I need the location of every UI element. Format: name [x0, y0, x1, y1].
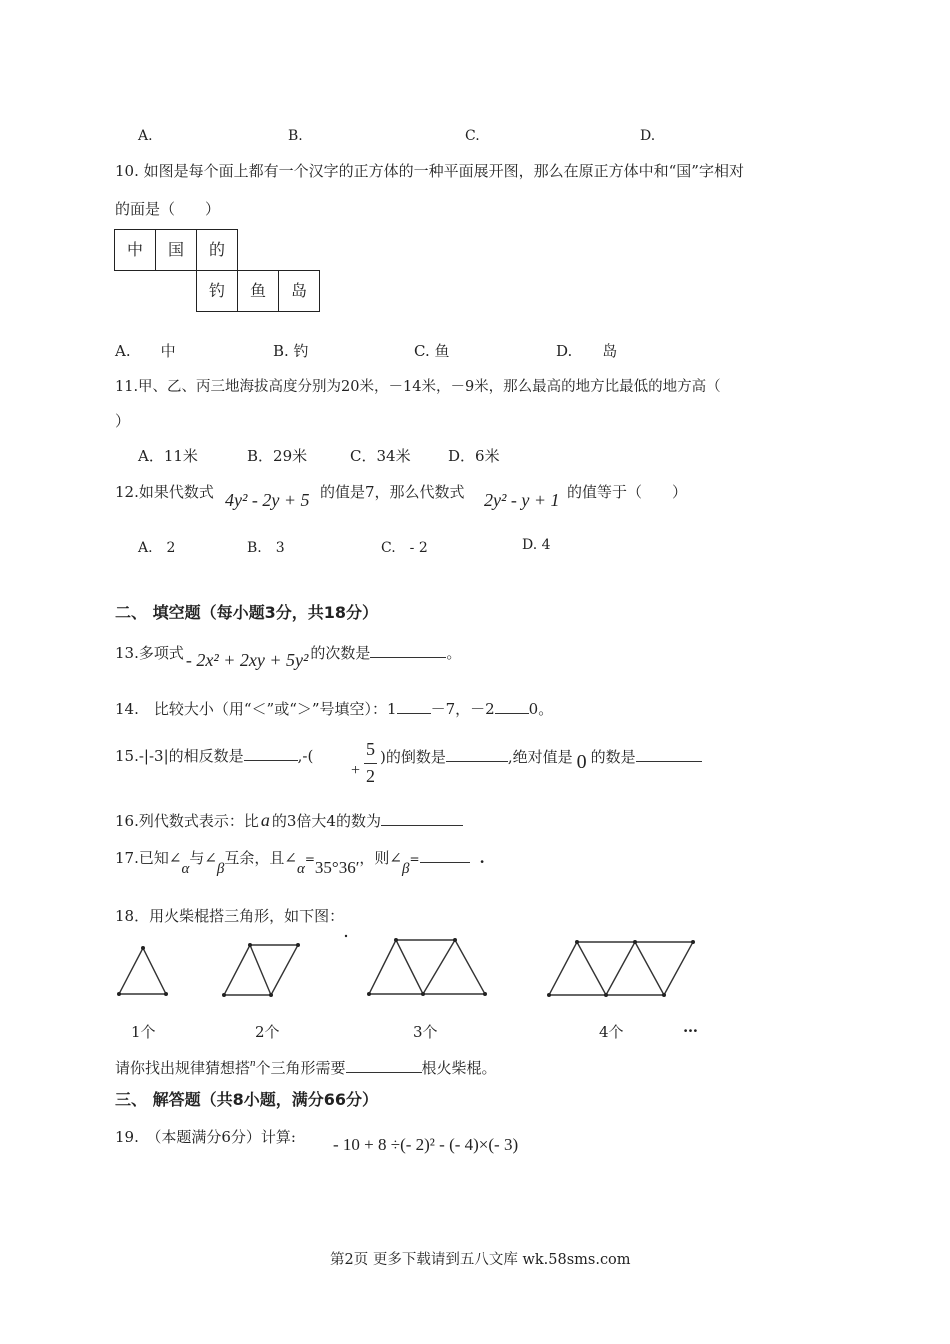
- q10-option-a: A. 中: [115, 342, 176, 360]
- q15-rest: [380, 745, 702, 773]
- figure-2-triangles: [224, 945, 298, 995]
- q16-blank[interactable]: [381, 811, 463, 826]
- q11-stem-line2: ）: [115, 412, 131, 430]
- q15-frac-bar: [364, 763, 377, 764]
- q9-option-d: D.: [640, 128, 656, 144]
- q15-blank-3[interactable]: [636, 747, 702, 762]
- q17-alpha: α: [181, 861, 190, 877]
- q10-option-c: C. 鱼: [414, 342, 450, 360]
- figure-label-2: 2个: [255, 1023, 280, 1041]
- q15-blank-2[interactable]: [446, 747, 508, 762]
- q17-part-c: 互余，且∠: [224, 849, 297, 867]
- q10-stem-line1: 10. 如图是每个面上都有一个汉字的正方体的一种平面展开图，那么在原正方体中和“国”字相对: [115, 162, 744, 180]
- net-cell-yu: 鱼: [237, 270, 279, 312]
- section2-title: 二、 填空题（每小题3分，共18分）: [115, 603, 378, 622]
- q17-part-d: ，则∠: [359, 849, 402, 867]
- q18-stem: 18．用火柴棍搭三角形，如下图：: [115, 907, 345, 925]
- q13-suffix: 的次数是: [310, 644, 371, 662]
- q10-stem-line2: 的面是（ ）: [115, 200, 221, 218]
- q16-var: a: [260, 810, 270, 830]
- q10-option-b: B. 钓: [273, 342, 309, 360]
- q12-option-a: A. 2: [138, 540, 176, 556]
- q18-ask-b: 个三角形需要: [255, 1059, 346, 1077]
- figure-label-ellipsis: …: [683, 1018, 698, 1036]
- q18-ask-a: 请你找出规律猜想搭: [115, 1059, 251, 1077]
- q14-line: [115, 698, 553, 719]
- q13-expr: - 2x² + 2xy + 5y²: [185, 650, 309, 670]
- q12-option-d: D. 4: [522, 537, 551, 553]
- q19-expr: - 10 + 8 ÷(- 2)² - (- 4)×(- 3): [333, 1135, 519, 1154]
- net-cell-zhong: 中: [114, 229, 156, 271]
- q18-ask-n: n: [250, 1057, 256, 1069]
- net-cell-dao: 岛: [278, 270, 320, 312]
- q9-option-a: A.: [138, 128, 153, 144]
- q15-part-e: 的数是: [590, 748, 636, 766]
- q17-part-a: 17.已知∠: [115, 849, 182, 867]
- q9-option-b: B.: [288, 128, 303, 144]
- q12-expr1: 4y² - 2y + 5: [225, 490, 310, 510]
- q19-text: 19. （本题满分6分）计算:: [115, 1128, 296, 1146]
- q16-part-a: 16.列代数式表示：比: [115, 812, 259, 830]
- q12-prefix: 12.如果代数式: [115, 483, 214, 501]
- q16-part-b: 的3倍大4的数为: [271, 812, 381, 830]
- q17-beta: β: [216, 861, 225, 877]
- q11-option-c: C．34米: [350, 447, 411, 465]
- q12-suffix: 的值等于（ ）: [567, 483, 688, 501]
- q12-option-c: C. - 2: [381, 540, 428, 556]
- q17-value: 35°36′: [314, 858, 360, 877]
- q18-ask-c: 根火柴棍。: [421, 1059, 497, 1077]
- figure-label-1: 1个: [131, 1023, 156, 1041]
- q17-eq: =: [304, 852, 315, 866]
- q15-zero: 0: [576, 751, 587, 773]
- q17-line: [115, 847, 485, 877]
- q16-line: [115, 810, 463, 831]
- page-footer: 第2页 更多下载请到五八文库 wk.58sms.com: [330, 1252, 631, 1268]
- q17-dot: .: [479, 849, 485, 867]
- q17-alpha-2: α: [296, 861, 305, 877]
- figure-4-triangles: [549, 942, 693, 995]
- q11-option-d: D．6米: [448, 447, 500, 465]
- figure-label-4: 4个: [599, 1023, 624, 1041]
- q14-part-c: 0。: [528, 700, 554, 718]
- q11-option-b: B．29米: [247, 447, 308, 465]
- q11-option-a: A．11米: [138, 447, 198, 465]
- q14-blank-2[interactable]: [495, 699, 529, 714]
- section3-title: 三、 解答题（共8小题，满分66分）: [115, 1090, 378, 1109]
- q13-line: [115, 642, 462, 670]
- figure-1-triangle: [119, 948, 166, 994]
- q15-part-c: )的倒数是: [380, 748, 446, 766]
- q15-frac-den: 2: [366, 766, 375, 786]
- net-cell-diao: 钓: [196, 270, 238, 312]
- figure-3-triangles: [369, 940, 485, 994]
- q18-blank[interactable]: [346, 1058, 422, 1073]
- q12-middle: 的值是7，那么代数式: [320, 483, 465, 501]
- q18-question: [115, 1057, 497, 1078]
- q14-blank-1[interactable]: [397, 699, 431, 714]
- q15-part-a: 15.-|-3|的相反数是: [115, 747, 244, 765]
- q17-blank[interactable]: [420, 848, 470, 863]
- q15-line: [115, 745, 313, 766]
- figure-label-3: 3个: [413, 1023, 438, 1041]
- q12-option-b: B. 3: [247, 540, 285, 556]
- q15-frac-num: 5: [366, 739, 375, 759]
- q10-option-d: D. 岛: [556, 342, 618, 360]
- q17-part-e: =: [409, 852, 420, 866]
- q15-frac-sign: +: [351, 762, 361, 779]
- q15-blank-1[interactable]: [244, 746, 298, 761]
- q13-end: 。: [446, 644, 462, 662]
- net-cell-de: 的: [196, 229, 238, 271]
- q14-part-b: －7，－2: [430, 700, 495, 718]
- q14-part-a: 14. 比较大小（用“＜”或“＞”号填空）：1: [115, 700, 397, 718]
- q11-stem-line1: 11.甲、乙、丙三地海拔高度分别为20米，－14米，－9米，那么最高的地方比最低的地方高（: [115, 379, 721, 395]
- q17-beta-2: β: [402, 861, 410, 877]
- q12-expr2: 2y² - y + 1: [484, 490, 560, 510]
- net-cell-guo: 国: [155, 229, 197, 271]
- q15-part-b: ,-(: [297, 747, 314, 765]
- q13-prefix: 13.多项式: [115, 644, 184, 662]
- q15-part-d: ,绝对值是: [507, 748, 573, 766]
- q9-option-c: C.: [465, 128, 480, 144]
- q17-part-b: 与∠: [189, 849, 217, 867]
- q13-blank[interactable]: [370, 643, 446, 658]
